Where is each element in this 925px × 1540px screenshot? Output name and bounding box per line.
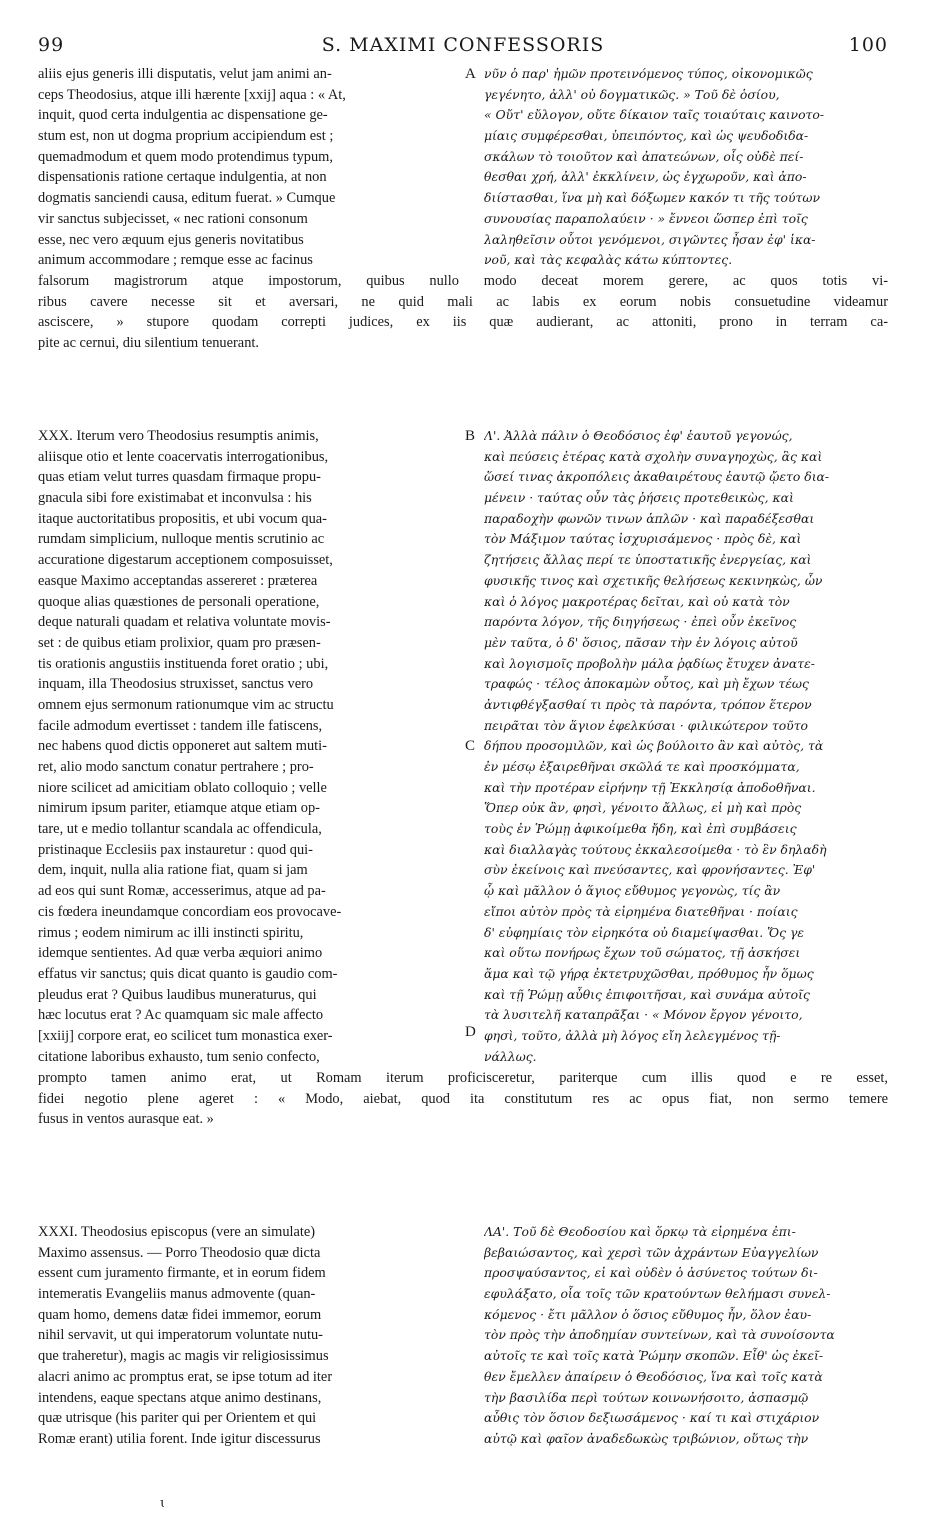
text-line: dogmatis sanciendi causa, editum fuerat. » Cumque: [38, 190, 336, 207]
text-line: pite ac cernui, diu silentium tenuerant.: [38, 335, 259, 352]
text-line: σὺν ἐκείνοις καὶ πνεύσαντες, καὶ φρονήσαντες. Ἐφ': [484, 862, 816, 878]
latin-fullwidth-paragraph-1: [38, 271, 888, 354]
text-line: Maximo assensus. — Porro Theodosio quæ dicta: [38, 1244, 321, 1261]
text-line: τὰ λυσιτελῆ καταπρᾶξαι · « Μόνον ἔργον γένοιτο,: [484, 1007, 803, 1023]
text-line: omnem ejus sermonum rationumque vim ac structu: [38, 696, 334, 713]
text-line: μὲν ταῦτα, ὁ δ' ὅσιος, πᾶσαν τὴν ἐν λόγοις αὐτοῦ: [484, 634, 798, 650]
latin-fullwidth-paragraph-2: [38, 1068, 888, 1130]
text-line: prompto tamen animo erat, ut Romam iterum proficisceretur, pariterque cum illis quod e re esset,: [38, 1070, 888, 1086]
text-line: quas etiam velut turres quasdam firmaque propu-: [38, 469, 321, 486]
text-line: inquam, illa Theodosius struxisset, sanctus vero: [38, 676, 314, 693]
margin-letter-c: C: [465, 738, 476, 754]
text-line: αὖθις τὸν ὅσιον δεξιωσάμενος · καί τι καὶ στιχάριον: [484, 1410, 820, 1426]
text-line: ζητήσεις ἄλλας περί τε ὑποστατικῆς ἐνεργείας, καὶ: [484, 552, 812, 568]
running-title: S. MAXIMI CONFESSORIS: [321, 34, 605, 56]
latin-column-top: [38, 64, 458, 271]
text-line: καὶ οὕτω πονήρως ἔχων τοῦ σώματος, τῇ ἀσκήσει: [484, 945, 801, 961]
text-line: animum accommodare ; remque esse ac facinus: [38, 252, 313, 269]
text-line: νάλλως.: [484, 1048, 537, 1064]
text-line: καὶ τὴν προτέραν εἰρήνην τῇ Ἐκκλησίᾳ ἀποδοθῆναι.: [484, 779, 816, 795]
text-line: stum est, non ut dogma proprium accipiendum est ;: [38, 128, 334, 145]
text-line: fidei negotio plene ageret : « Modo, aiebat, quod ita constitutum res ac opus fiat, non sermo temere: [38, 1090, 888, 1107]
text-line: XXX. Iterum vero Theodosius resumptis animis,: [38, 428, 319, 444]
text-line: intemeratis Evangeliis manus admovente (quan-: [38, 1286, 316, 1303]
margin-letter-a: A: [465, 66, 476, 82]
text-line: παραδοχὴν φωνῶν τινων ἁπλῶν · καὶ παραδέξεσθαι: [484, 510, 815, 526]
text-line: καὶ ὁ λόγος μακροτέρας δεῖται, καὶ οὐ κατὰ τὸν: [484, 593, 790, 609]
text-line: διίστασθαι, ἵνα μὴ καὶ δόξωμεν κακόν τι τῆς τούτων: [484, 190, 820, 206]
text-line: niore scilicet ad amicitiam oblato colloquio ; velle: [38, 779, 327, 796]
text-line: δήπου προσομιλῶν, καὶ ὡς βούλοιτο ἂν καὶ αὐτὸς, τὰ: [484, 738, 824, 754]
text-line: citatione laboribus exhausto, tum senio confecto,: [38, 1048, 320, 1065]
text-line: καὶ πεύσεις ἑτέρας κατὰ σχολὴν συναγηοχὼς, ἃς καὶ: [484, 448, 823, 464]
text-line: nimirum ipsum pariter, etiamque atque etiam op-: [38, 800, 320, 817]
latin-column-section-xxxi: [38, 1222, 458, 1450]
text-line: aliis ejus generis illi disputatis, velut jam animi an-: [38, 66, 332, 82]
text-line: tis orationis angustiis instituenda foret oratio ; ubi,: [38, 655, 329, 672]
text-line: accuratione digestarum acceptionem composuisset,: [38, 552, 333, 569]
text-line: easque Maximo acceptandas assereret : præterea: [38, 572, 318, 589]
text-line: πειρᾶται τὸν ἅγιον ἐφελκύσαι · φιλικώτερον τοῦτο: [484, 717, 809, 733]
text-line: rumdam simplicium, nulloque mentis scrutinio ac: [38, 531, 325, 548]
text-line: pleudus erat ? Quibus laudibus muneraturus, qui: [38, 986, 317, 1003]
text-line: effatus vir sanctus; quis dicat quanto is gaudio com-: [38, 965, 338, 982]
page-number-left: 99: [38, 34, 65, 56]
text-line: τὸν Μάξιμον ταύτας ἰσχυρισάμενος · πρὸς δὲ, καὶ: [484, 531, 802, 547]
text-line: φησὶ, τοῦτο, ἀλλὰ μὴ λόγος εἴη λελεγμένος τῇ-: [484, 1027, 781, 1043]
text-line: quemadmodum et quem modo protendimus typum,: [38, 148, 333, 165]
text-line: μίαις συμφέρεσθαι, ὑπειπόντος, καὶ ὡς ψευδοδιδα-: [484, 128, 809, 144]
text-line: ribus cavere necesse sit et aversari, ne quid mali ac labis ex eorum nobis consuetudine videamur: [38, 293, 888, 310]
text-line: σκάλων τὸ τοιοῦτον καὶ ἀπατεώνων, οἷς οὐδὲ πεί-: [484, 148, 804, 164]
text-line: καὶ διαλλαγὰς τούτους ἐκκαλεσοίμεθα · τὸ ἓν δηλαδὴ: [484, 841, 827, 857]
text-line: αὐτῷ καὶ φαῖον ἀναδεδωκὼς τριβώνιον, οὕτως τὴν: [484, 1430, 809, 1446]
text-line: ad eos qui sunt Romæ, accesserimus, atque ad pa-: [38, 883, 326, 900]
text-line: ret, alio modo sanctum conatur pertrahere ; pro-: [38, 759, 314, 775]
text-line: hæc locutus erat ? Ac quamquam sic male affecto: [38, 1007, 324, 1024]
text-line: [xxiij] corpore erat, eo scilicet tum monastica exer-: [38, 1027, 333, 1044]
text-line: cis fœdera ineundamque concordiam eos provocave-: [38, 903, 342, 920]
text-line: quoque alias quæstiones de personali operatione,: [38, 593, 320, 610]
text-line: Λ'. Ἀλλὰ πάλιν ὁ Θεοδόσιος ἐφ' ἑαυτοῦ γεγονώς,: [484, 428, 793, 443]
text-line: facile admodum evertisset : tandem ille fatiscens,: [38, 717, 323, 734]
text-line: τὸν πρὸς τὴν ἀποδημίαν συντείνων, καὶ τὰ συνοίσοντα: [484, 1327, 835, 1343]
latin-column-section-xxx: [38, 426, 458, 1067]
text-line: « Οὔτ' εὔλογον, οὔτε δίκαιον ταῖς τοιαύταις καινοτο-: [484, 107, 825, 123]
text-line: καὶ λογισμοῖς προβολὴν μάλα ῥᾳδίως ἔτυχεν ἀνατε-: [484, 655, 815, 671]
text-line: rimus ; eodem nimirum ac illi instincti spiritu,: [38, 924, 304, 941]
text-line: deque naturali quadam et relativa voluntate movis-: [38, 614, 331, 631]
text-line: νοῦ, καὶ τὰς κεφαλὰς κάτω κύπτοντες.: [484, 252, 733, 268]
greek-column-section-xxxi: [484, 1222, 888, 1450]
text-line: βεβαιώσαντος, καὶ χερσὶ τῶν ἀχράντων Εὐαγγελίων: [484, 1244, 819, 1260]
text-line: gnacula sibi fore existimabat et inconvulsa : his: [38, 490, 312, 507]
text-line: τὴν βασιλίδα περὶ τούτων κοινωνήσοιτο, ἀσπασμῷ: [484, 1389, 809, 1405]
text-line: alacri animo ac promptus erat, se ipse totum ad iter: [38, 1368, 333, 1385]
text-line: τραφώς · τέλος ἀποκαμὼν οὗτος, καὶ μὴ ἔχων τέως: [484, 676, 809, 692]
text-line: pristinaque Ecclesiis pax instauretur : quod qui-: [38, 841, 313, 858]
text-line: quam homo, demens datæ fidei immemor, eorum: [38, 1306, 322, 1323]
text-line: ὥσεί τινας ἀκροπόλεις ἀκαθαιρέτους ἑαυτῷ ᾤετο δια-: [484, 469, 830, 485]
text-line: ᾧ καὶ μᾶλλον ὁ ἅγιος εὔθυμος γεγονὼς, τίς ἂν: [484, 883, 781, 899]
text-line: ceps Theodosius, atque illi hærente [xxij] aqua : « At,: [38, 86, 346, 103]
margin-letter-b: B: [465, 428, 476, 444]
text-line: asciscere, » stupore quodam correpti judices, ex iis quæ audierant, ac attoniti, prono in terram ca-: [38, 314, 888, 331]
text-line: essent cum juramento firmante, et in eorum fidem: [38, 1265, 326, 1282]
text-line: aliisque otio et lente coacervatis interrogationibus,: [38, 448, 329, 465]
text-line: quæ utrisque (his pariter qui per Orientem et qui: [38, 1410, 317, 1427]
text-line: γεγένητο, ἀλλ' οὐ δογματικῶς. » Τοῦ δὲ ὁσίου,: [484, 86, 780, 102]
text-line: τοὺς ἐν Ῥώμῃ ἀφικοίμεθα ἤδη, καὶ ἐπὶ συμβάσεις: [484, 821, 797, 837]
greek-column-section-xxx: [484, 426, 888, 1067]
text-line: nec habens quod dictis opponeret aut saltem muti-: [38, 738, 327, 755]
footer-mark: ɩ: [160, 1496, 166, 1511]
text-line: Romæ erant) utilia forent. Inde igitur discessurus: [38, 1430, 321, 1447]
text-line: vir sanctus subjecisset, « nec rationi consonum: [38, 210, 308, 227]
text-line: ἐν μέσῳ ἐξαιρεθῆναι σκῶλά τε καὶ προσκόμματα,: [484, 759, 800, 774]
text-line: tare, ut e medio tollantur scandala ac offendicula,: [38, 821, 322, 838]
page-number-right: 100: [848, 34, 888, 56]
text-line: θεν ἔμελλεν ἀπαίρειν ὁ Θεοδόσιος, ἵνα καὶ τοῖς κατὰ: [484, 1368, 823, 1384]
text-line: δ' εὐφημίαις τὸν εἰρηκότα οὐ διαμείψασθαι. Ὅς γε: [484, 924, 805, 940]
text-line: συνουσίας παραπολαύειν · » ἔννεοι ὥσπερ ἐπὶ τοῖς: [484, 210, 808, 226]
text-line: θεσθαι χρή, ἀλλ' ἐκκλίνειν, ὡς ἐγχωροῦν, καὶ ἀπο-: [484, 169, 807, 185]
text-line: ΛΑ'. Τοῦ δὲ Θεοδοσίου καὶ ὅρκῳ τὰ εἰρημένα ἐπι-: [484, 1224, 796, 1239]
text-line: intendens, eaque spectans atque animo destinans,: [38, 1389, 322, 1406]
text-line: λαληθεῖσιν οὗτοι γενόμενοι, σιγῶντες ἦσαν ἐφ' ἱκα-: [484, 231, 816, 247]
text-line: dem, inquit, nulla alia ratione fiat, quam si jam: [38, 862, 308, 879]
text-line: fusus in ventos aurasque eat. »: [38, 1111, 214, 1128]
text-line: αὐτοῖς τε καὶ τοῖς κατὰ Ῥώμην σκοπῶν. Εἶθ' ὡς ἐκεῖ-: [484, 1348, 824, 1364]
text-line: εἴποι αὐτὸν πρὸς τὰ εἰρημένα διατεθῆναι · ποίαις: [484, 903, 798, 919]
margin-letter-d: D: [465, 1024, 476, 1040]
text-line: προσψαύσαντος, εἰ καὶ οὐδὲν ὁ ἀσύνετος τούτων δι-: [484, 1265, 818, 1281]
text-line: νῦν ὁ παρ' ἡμῶν προτεινόμενος τύπος, οἰκονομικῶς: [484, 66, 813, 81]
text-line: esse, nec vero æquum ejus generis novitatibus: [38, 231, 304, 248]
running-header: [38, 34, 888, 58]
text-line: ἀντιφθέγξασθαί τι πρὸς τὰ παρόντα, τρόπον ἕτερον: [484, 696, 812, 712]
text-line: φυσικῆς τινος καὶ σχετικῆς θελήσεως κεκινηκὼς, ὧν: [484, 572, 823, 588]
text-line: καὶ τῇ Ῥώμῃ αὖθις ἐπιφοιτῆσαι, καὶ συνάμα αὐτοῖς: [484, 986, 810, 1002]
text-line: idemque sentientes. Ad quæ verba æquiori animo: [38, 945, 323, 962]
text-line: dispensationis ratione certaque indulgentia, at non: [38, 169, 327, 186]
text-line: παρόντα λόγον, τῆς διηγήσεως · ἐπεὶ οὖν ἐκεῖνος: [484, 614, 797, 630]
greek-column-top: [484, 64, 888, 271]
text-line: que traheretur), magis ac magis vir religiosissimus: [38, 1348, 329, 1365]
text-line: ἅμα καὶ τῷ γήρᾳ ἐκτετρυχῶσθαι, πρόθυμος ἦν ὅμως: [484, 965, 814, 981]
text-line: nihil servavit, ut qui imperatorum voluntate nutu-: [38, 1327, 323, 1344]
text-line: set : de quibus etiam prolixior, quam pro præsen-: [38, 634, 321, 651]
text-line: XXXI. Theodosius episcopus (vere an simulate): [38, 1224, 316, 1240]
text-line: falsorum magistrorum atque impostorum, quibus nullo modo deceat morem gerere, ac quos totis vi-: [38, 273, 888, 289]
text-line: Ὅπερ οὐκ ἂν, φησὶ, γένοιτο ἄλλως, εἰ μὴ καὶ πρὸς: [484, 800, 802, 816]
text-line: κόμενος · ἔτι μᾶλλον ὁ ὅσιος εὔθυμος ἦν, ὅλον ἑαυ-: [484, 1306, 812, 1322]
text-line: μένειν · ταύτας οὖν τὰς ῥήσεις προτεθεικὼς, καὶ: [484, 490, 794, 506]
text-line: inquit, quod certa indulgentia ac dispensatione ge-: [38, 107, 328, 124]
text-line: εφυλάξατο, οἷα τοῖς τῶν κρατούντων θελήμασι συνελ-: [484, 1286, 831, 1302]
text-line: itaque auctoritatibus propositis, et ubi vocum qua-: [38, 510, 327, 527]
